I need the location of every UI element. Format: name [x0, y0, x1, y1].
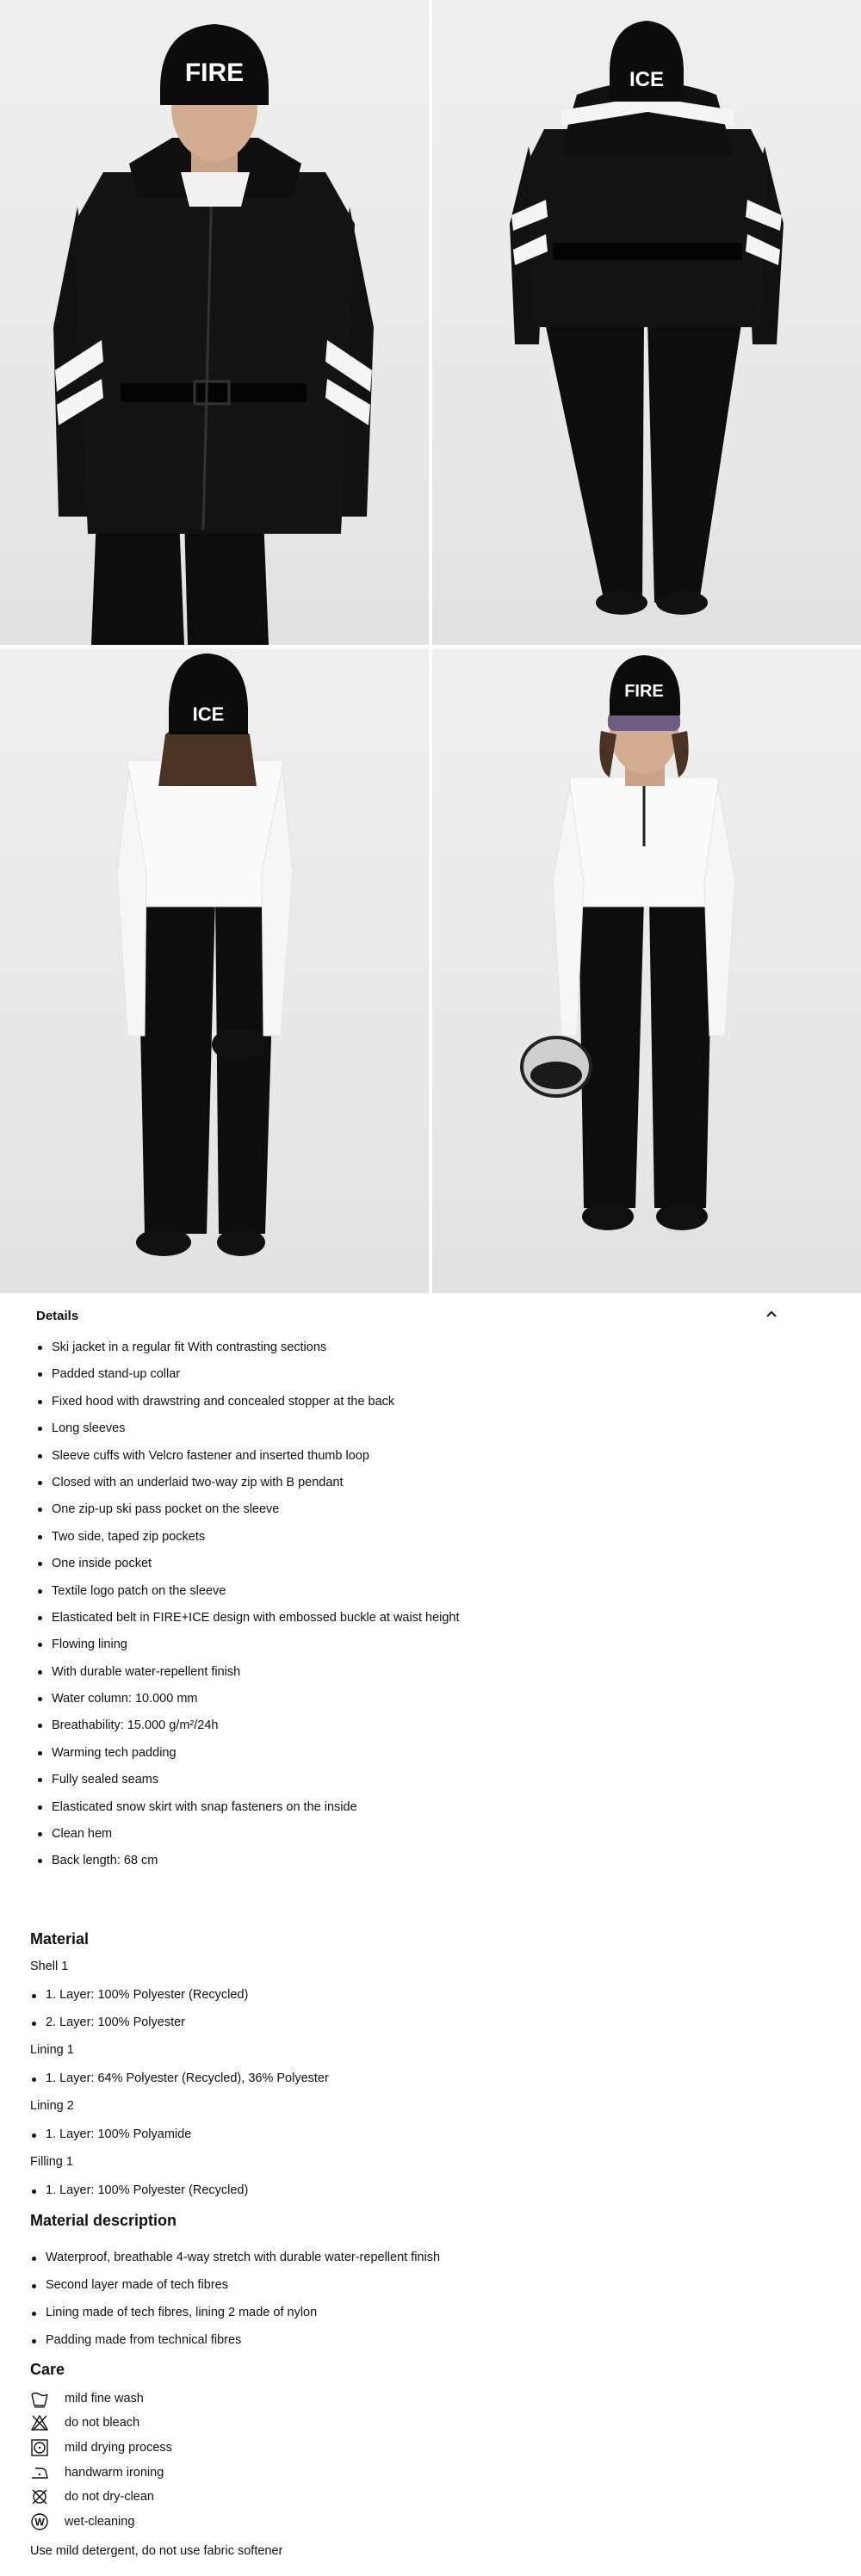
care-label: handwarm ironing	[65, 2466, 164, 2480]
details-item: Breathability: 15.000 g/m²/24h	[36, 1718, 460, 1744]
material-description-item: Padding made from technical fibres	[30, 2333, 241, 2347]
svg-text:ICE: ICE	[629, 68, 665, 91]
details-item: Padded stand-up collar	[36, 1366, 460, 1393]
details-item: Flowing lining	[36, 1637, 460, 1663]
wet-clean-icon	[30, 2512, 49, 2531]
care-item	[30, 2412, 139, 2433]
iron-icon	[30, 2463, 49, 2482]
lining1-label: Lining 1	[30, 2043, 74, 2057]
model-back-jacket-image	[432, 0, 861, 645]
details-item: Closed with an underlaid two-way zip with B pendant	[36, 1475, 460, 1502]
material-description-item: Lining made of tech fibres, lining 2 made of nylon	[30, 2306, 317, 2319]
care-note: Use mild detergent, do not use fabric softener	[30, 2544, 283, 2558]
tumble-dry-icon	[30, 2438, 49, 2457]
chevron-up-icon[interactable]	[764, 1307, 779, 1322]
care-label: do not bleach	[65, 2416, 140, 2430]
model-back-pants-image	[0, 648, 429, 1293]
product-photo-front-jacket[interactable]	[0, 0, 429, 645]
details-item: Back length: 68 cm	[36, 1853, 460, 1879]
model-front-jacket-image	[0, 0, 429, 645]
material-heading: Material	[30, 1930, 90, 1947]
material-description-item: Waterproof, breathable 4-way stretch with durable water-repellent finish	[30, 2251, 440, 2264]
care-label: do not dry-clean	[65, 2490, 154, 2504]
details-item: One inside pocket	[36, 1556, 460, 1582]
filling-label: Filling 1	[30, 2155, 73, 2169]
details-item: Textile logo patch on the sleeve	[36, 1583, 460, 1610]
model-front-pants-image	[432, 648, 861, 1293]
svg-text:W: W	[34, 2516, 45, 2529]
details-item: Fully sealed seams	[36, 1772, 460, 1799]
care-item	[30, 2462, 164, 2483]
lining2-layer-1: 1. Layer: 100% Polyamide	[30, 2127, 191, 2141]
details-title: Details	[36, 1309, 79, 1323]
care-label: mild drying process	[65, 2441, 172, 2455]
details-item: Two side, taped zip pockets	[36, 1529, 460, 1556]
details-item: Long sleeves	[36, 1421, 460, 1447]
shell-layer-2: 2. Layer: 100% Polyester	[30, 2016, 185, 2029]
details-item: Sleeve cuffs with Velcro fastener and inserted thumb loop	[36, 1448, 460, 1475]
svg-text:ICE: ICE	[192, 703, 225, 725]
details-item: Water column: 10.000 mm	[36, 1691, 460, 1718]
details-item: Elasticated snow skirt with snap fasteners on the inside	[36, 1799, 460, 1826]
details-item: With durable water-repellent finish	[36, 1664, 460, 1691]
details-item: Elasticated belt in FIRE+ICE design with embossed buckle at waist height	[36, 1610, 460, 1637]
lining2-label: Lining 2	[30, 2099, 74, 2113]
svg-text:FIRE: FIRE	[184, 59, 245, 87]
details-item: Fixed hood with drawstring and concealed stopper at the back	[36, 1394, 460, 1421]
details-item: Clean hem	[36, 1826, 460, 1853]
svg-text:FIRE: FIRE	[624, 682, 664, 701]
care-item	[30, 2486, 154, 2507]
shell-label: Shell 1	[30, 1960, 69, 1973]
product-photo-back-pants[interactable]	[0, 648, 429, 1293]
shell-layer-1: 1. Layer: 100% Polyester (Recycled)	[30, 1988, 248, 2002]
care-label: wet-cleaning	[65, 2515, 135, 2529]
care-heading: Care	[30, 2361, 65, 2378]
care-label: mild fine wash	[65, 2392, 144, 2406]
details-list	[36, 1340, 460, 1880]
product-photo-back-jacket[interactable]	[432, 0, 861, 645]
details-item: One zip-up ski pass pocket on the sleeve	[36, 1502, 460, 1528]
no-bleach-icon	[30, 2413, 49, 2432]
material-description-heading: Material description	[30, 2212, 177, 2229]
lining1-layer-1: 1. Layer: 64% Polyester (Recycled), 36% Polyester	[30, 2071, 329, 2085]
product-photo-front-pants[interactable]	[432, 648, 861, 1293]
mild-wash-icon	[30, 2389, 49, 2408]
no-dry-clean-icon	[30, 2487, 49, 2506]
care-item	[30, 2511, 134, 2532]
filling-layer-1: 1. Layer: 100% Polyester (Recycled)	[30, 2183, 248, 2197]
details-item: Warming tech padding	[36, 1745, 460, 1772]
care-item	[30, 2388, 144, 2409]
material-description-item: Second layer made of tech fibres	[30, 2278, 228, 2292]
details-item: Ski jacket in a regular fit With contrasting sections	[36, 1340, 460, 1366]
details-accordion-header[interactable]	[0, 1293, 861, 1338]
care-item	[30, 2437, 172, 2458]
